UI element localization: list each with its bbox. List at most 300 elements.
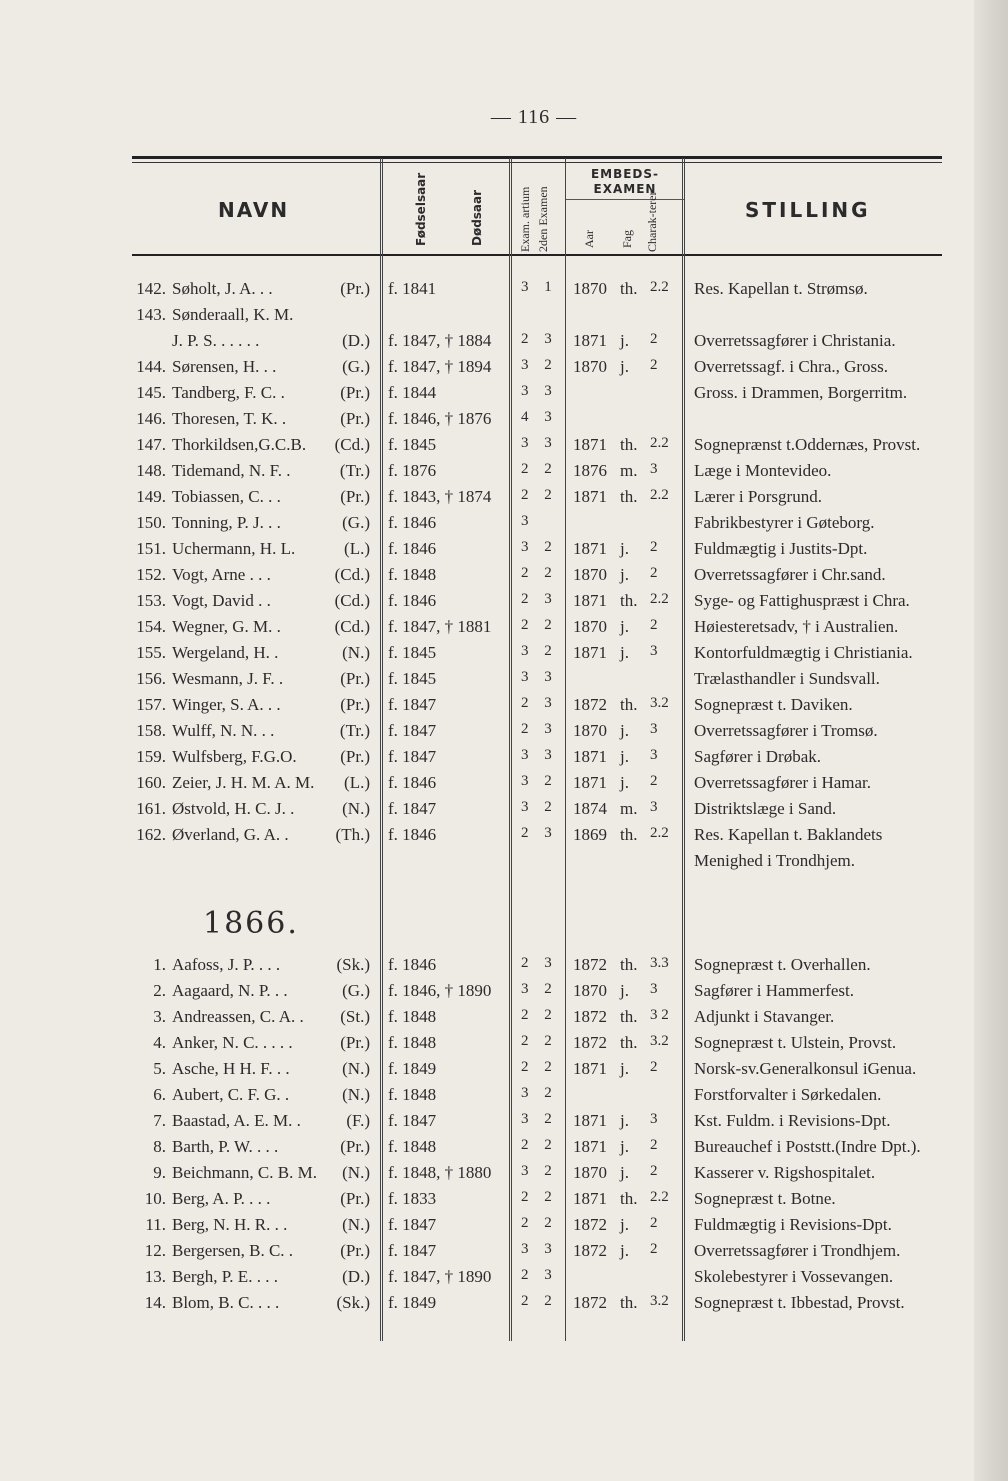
entry-faculty: (D.) <box>342 331 370 350</box>
entry-exam-character: 3 <box>650 643 658 659</box>
entry-number: 155. <box>136 643 166 662</box>
entry-number: 156. <box>136 669 166 688</box>
entry-position: Sognepræst t. Ulstein, Provst. <box>694 1033 897 1052</box>
entry-exam-subject: j. <box>620 565 629 584</box>
table-row <box>0 669 1008 695</box>
entry-exam-grades: 3 2 <box>521 643 558 659</box>
entry-number: 143. <box>136 305 166 324</box>
entry-exam-grades: 3 2 <box>521 539 558 555</box>
entry-exam-grades: 3 3 <box>521 435 558 451</box>
entry-exam-year: 1876 <box>573 461 607 480</box>
entry-name: Sønderaall, K. M. <box>172 305 294 324</box>
entry-birth-death: f. 1847 <box>388 1241 437 1260</box>
entry-faculty: (Pr.) <box>340 487 370 506</box>
entry-exam-character: 2 <box>650 1137 658 1153</box>
table-row <box>0 695 1008 721</box>
table-row <box>0 539 1008 565</box>
entry-number: 160. <box>136 773 166 792</box>
entry-exam-subject: m. <box>620 461 638 480</box>
entry-exam-character: 3 <box>650 799 658 815</box>
entry-exam-subject: j. <box>620 1111 629 1130</box>
entry-faculty: (G.) <box>342 357 370 376</box>
entry-faculty: (Pr.) <box>340 409 370 428</box>
entry-exam-year: 1871 <box>573 487 607 506</box>
entry-birth-death: f. 1847, † 1894 <box>388 357 492 376</box>
entry-exam-year: 1871 <box>573 1137 607 1156</box>
entry-exam-grades: 2 2 <box>521 565 558 581</box>
entry-position: Skolebestyrer i Vossevangen. <box>694 1267 894 1286</box>
entry-exam-character: 2 <box>650 357 658 373</box>
entry-exam-subject: th. <box>620 955 638 974</box>
header-embedsexamen: EMBEDS-EXAMEN <box>590 167 660 196</box>
header-fag: Fag <box>620 230 634 248</box>
table-row <box>0 1007 1008 1033</box>
entry-exam-grades: 3 1 <box>521 279 558 295</box>
entry-faculty: (G.) <box>342 981 370 1000</box>
entry-exam-character: 2.2 <box>650 279 669 295</box>
entry-birth-death: f. 1847 <box>388 695 437 714</box>
entry-exam-character: 3 <box>650 981 658 997</box>
entry-birth-death: f. 1847, † 1881 <box>388 617 492 636</box>
entry-faculty: (Pr.) <box>340 279 370 298</box>
table-row <box>0 357 1008 383</box>
table-row <box>0 747 1008 773</box>
entry-birth-death: f. 1846 <box>388 955 437 974</box>
entry-position: Fabrikbestyrer i Gøteborg. <box>694 513 875 532</box>
entry-birth-death: f. 1846 <box>388 825 437 844</box>
entry-number: 148. <box>136 461 166 480</box>
entry-name: Bergh, P. E. . . . <box>172 1267 278 1286</box>
header-fodselsaar: Fødselsaar <box>414 172 428 246</box>
entry-position: Norsk-sv.Generalkonsul iGenua. <box>694 1059 917 1078</box>
entry-number: 144. <box>136 357 166 376</box>
entry-exam-character: 3 <box>650 461 658 477</box>
entry-exam-year: 1871 <box>573 1059 607 1078</box>
table-row <box>0 383 1008 409</box>
entry-faculty: (Sk.) <box>336 955 370 974</box>
entry-exam-year: 1870 <box>573 1163 607 1182</box>
entry-faculty: (Tr.) <box>339 461 370 480</box>
entry-name: Bergersen, B. C. . <box>172 1241 294 1260</box>
entry-name: Tidemand, N. F. . <box>172 461 291 480</box>
entry-position: Overretssagfører i Christania. <box>694 331 896 350</box>
entry-exam-year: 1872 <box>573 1293 607 1312</box>
entry-exam-year: 1870 <box>573 279 607 298</box>
entry-position: Gross. i Drammen, Borgerritm. <box>694 383 908 402</box>
entry-exam-character: 3.3 <box>650 955 669 971</box>
entry-number: 8. <box>153 1137 166 1156</box>
entry-exam-subject: j. <box>620 357 629 376</box>
table-row <box>0 1033 1008 1059</box>
page-number: — 116 — <box>490 106 578 128</box>
table-top-rule <box>132 156 942 159</box>
table-row <box>0 461 1008 487</box>
entry-exam-subject: th. <box>620 1007 638 1026</box>
entry-exam-character: 2 <box>650 1215 658 1231</box>
entry-exam-subject: j. <box>620 643 629 662</box>
entry-exam-subject: th. <box>620 435 638 454</box>
entry-exam-subject: th. <box>620 695 638 714</box>
entry-exam-year: 1870 <box>573 981 607 1000</box>
entry-exam-year: 1874 <box>573 799 607 818</box>
entry-birth-death: f. 1849 <box>388 1059 437 1078</box>
entry-exam-year: 1870 <box>573 721 607 740</box>
entry-birth-death: f. 1846, † 1890 <box>388 981 492 1000</box>
entry-number: 14. <box>144 1293 166 1312</box>
entry-name: Tandberg, F. C. . <box>172 383 285 402</box>
table-row <box>0 825 1008 851</box>
entry-number: 158. <box>136 721 166 740</box>
table-row <box>0 331 1008 357</box>
entry-exam-year: 1872 <box>573 1215 607 1234</box>
entry-exam-character: 2.2 <box>650 435 669 451</box>
entry-faculty: (G.) <box>342 513 370 532</box>
entry-name: Winger, S. A. . . <box>172 695 281 714</box>
entry-birth-death: f. 1848 <box>388 1137 437 1156</box>
entry-exam-subject: th. <box>620 487 638 506</box>
table-row <box>0 617 1008 643</box>
table-row <box>0 1293 1008 1319</box>
entry-position: Overretssagfører i Trondhjem. <box>694 1241 901 1260</box>
entry-faculty: (Cd.) <box>334 435 370 454</box>
entry-exam-grades: 3 3 <box>521 669 558 685</box>
entry-exam-subject: j. <box>620 1059 629 1078</box>
entry-number: 142. <box>136 279 166 298</box>
entry-exam-subject: m. <box>620 799 638 818</box>
entry-exam-year: 1871 <box>573 539 607 558</box>
entry-exam-character: 2 <box>650 773 658 789</box>
entry-name: Uchermann, H. L. <box>172 539 296 558</box>
entry-name: Asche, H H. F. . . <box>172 1059 290 1078</box>
entry-name: Anker, N. C. . . . . <box>172 1033 293 1052</box>
entry-exam-character: 2 <box>650 331 658 347</box>
entry-number: 162. <box>136 825 166 844</box>
entry-name: Aagaard, N. P. . . <box>172 981 288 1000</box>
entry-name: Sørensen, H. . . <box>172 357 277 376</box>
entry-exam-year: 1871 <box>573 591 607 610</box>
header-navn: NAVN <box>218 198 290 222</box>
entry-exam-subject: j. <box>620 1241 629 1260</box>
header-charakterer: Charak-terer <box>645 191 659 252</box>
entry-exam-subject: j. <box>620 747 629 766</box>
header-exam-artium: Exam. artium <box>518 186 532 252</box>
entry-name: Barth, P. W. . . . <box>172 1137 279 1156</box>
entry-number: 2. <box>153 981 166 1000</box>
entry-exam-grades: 3 <box>521 513 535 529</box>
entry-number: 149. <box>136 487 166 506</box>
entry-exam-character: 3.2 <box>650 1293 669 1309</box>
table-row <box>0 851 1008 877</box>
entry-exam-grades: 3 2 <box>521 1111 558 1127</box>
entry-exam-grades: 3 3 <box>521 1241 558 1257</box>
entry-exam-year: 1871 <box>573 643 607 662</box>
entry-birth-death: f. 1833 <box>388 1189 437 1208</box>
table-row <box>0 305 1008 331</box>
entry-number: 1. <box>153 955 166 974</box>
entry-exam-year: 1871 <box>573 435 607 454</box>
entry-birth-death: f. 1847 <box>388 1111 437 1130</box>
entry-position: Sogneprænst t.Oddernæs, Provst. <box>694 435 921 454</box>
entry-birth-death: f. 1876 <box>388 461 437 480</box>
entry-exam-grades: 3 2 <box>521 1163 558 1179</box>
entry-exam-year: 1872 <box>573 955 607 974</box>
entry-position: Res. Kapellan t. Strømsø. <box>694 279 868 298</box>
entry-position: Syge- og Fattighuspræst i Chra. <box>694 591 910 610</box>
entry-name: Wulff, N. N. . . <box>172 721 275 740</box>
entry-faculty: (Sk.) <box>336 1293 370 1312</box>
entry-birth-death: f. 1847, † 1884 <box>388 331 492 350</box>
table-row <box>0 1241 1008 1267</box>
header-bottom-rule <box>132 254 942 256</box>
entry-birth-death: f. 1847 <box>388 1215 437 1234</box>
entry-exam-year: 1870 <box>573 617 607 636</box>
entry-exam-year: 1869 <box>573 825 607 844</box>
entry-name: Wegner, G. M. . <box>172 617 281 636</box>
entry-exam-grades: 3 3 <box>521 383 558 399</box>
entry-position: Lærer i Porsgrund. <box>694 487 822 506</box>
entry-faculty: (Tr.) <box>339 721 370 740</box>
entry-faculty: (N.) <box>342 799 370 818</box>
entry-name: Zeier, J. H. M. A. M. <box>172 773 315 792</box>
entry-name: Wulfsberg, F.G.O. <box>172 747 297 766</box>
entry-number: 153. <box>136 591 166 610</box>
table-row <box>0 773 1008 799</box>
entry-exam-grades: 2 2 <box>521 1137 558 1153</box>
entry-faculty: (L.) <box>344 773 370 792</box>
entry-exam-grades: 3 2 <box>521 981 558 997</box>
entry-exam-year: 1871 <box>573 1189 607 1208</box>
entry-name: Andreassen, C. A. . <box>172 1007 304 1026</box>
entry-exam-subject: th. <box>620 1033 638 1052</box>
entry-position: Sognepræst t. Botne. <box>694 1189 836 1208</box>
entry-position: Sognepræst t. Ibbestad, Provst. <box>694 1293 905 1312</box>
entry-name: Øverland, G. A. . <box>172 825 289 844</box>
entry-exam-subject: j. <box>620 1137 629 1156</box>
entry-number: 6. <box>153 1085 166 1104</box>
entry-exam-grades: 2 2 <box>521 461 558 477</box>
entry-number: 154. <box>136 617 166 636</box>
entry-birth-death: f. 1848 <box>388 1007 437 1026</box>
entry-exam-year: 1871 <box>573 1111 607 1130</box>
entry-birth-death: f. 1848 <box>388 1085 437 1104</box>
entry-exam-subject: th. <box>620 1189 638 1208</box>
entry-exam-subject: th. <box>620 825 638 844</box>
table-row <box>0 981 1008 1007</box>
entry-name: Wergeland, H. . <box>172 643 279 662</box>
entry-name: Aafoss, J. P. . . . <box>172 955 281 974</box>
table-row <box>0 721 1008 747</box>
entry-exam-character: 3.2 <box>650 695 669 711</box>
entry-exam-year: 1872 <box>573 1033 607 1052</box>
entry-name: J. P. S. . . . . . <box>172 331 260 350</box>
entry-name: Vogt, Arne . . . <box>172 565 271 584</box>
entry-name: Søholt, J. A. . . <box>172 279 273 298</box>
entry-exam-year: 1870 <box>573 565 607 584</box>
entry-faculty: (N.) <box>342 1085 370 1104</box>
entry-exam-subject: j. <box>620 981 629 1000</box>
entry-number: 3. <box>153 1007 166 1026</box>
entry-faculty: (Pr.) <box>340 695 370 714</box>
entry-exam-character: 3 <box>650 721 658 737</box>
entry-number: 157. <box>136 695 166 714</box>
entry-birth-death: f. 1845 <box>388 669 437 688</box>
entry-position: Høiesteretsadv, † i Australien. <box>694 617 899 636</box>
entry-exam-character: 2 <box>650 1059 658 1075</box>
entry-exam-grades: 2 2 <box>521 617 558 633</box>
entry-exam-subject: th. <box>620 591 638 610</box>
entry-exam-grades: 2 3 <box>521 955 558 971</box>
header-dodsaar: Dødsaar <box>470 189 484 246</box>
entry-faculty: (Th.) <box>335 825 370 844</box>
entry-exam-grades: 2 3 <box>521 331 558 347</box>
entry-exam-year: 1871 <box>573 747 607 766</box>
entry-exam-year: 1872 <box>573 1241 607 1260</box>
entry-exam-subject: th. <box>620 1293 638 1312</box>
entry-number: 11. <box>145 1215 166 1234</box>
entry-number: 152. <box>136 565 166 584</box>
entry-faculty: (Pr.) <box>340 1189 370 1208</box>
entry-exam-subject: j. <box>620 331 629 350</box>
entry-exam-character: 2 <box>650 617 658 633</box>
table-row <box>0 487 1008 513</box>
entry-exam-subject: th. <box>620 279 638 298</box>
entry-exam-subject: j. <box>620 773 629 792</box>
entry-birth-death: f. 1848, † 1880 <box>388 1163 492 1182</box>
entry-faculty: (Pr.) <box>340 383 370 402</box>
table-row <box>0 279 1008 305</box>
entry-position: Sagfører i Hammerfest. <box>694 981 855 1000</box>
entry-name: Berg, A. P. . . . <box>172 1189 271 1208</box>
table-row <box>0 513 1008 539</box>
entry-exam-grades: 2 3 <box>521 825 558 841</box>
entry-faculty: (Pr.) <box>340 747 370 766</box>
entry-exam-character: 2 <box>650 539 658 555</box>
entry-number: 10. <box>144 1189 166 1208</box>
entry-number: 147. <box>136 435 166 454</box>
entry-exam-character: 3 2 <box>650 1007 669 1023</box>
entry-faculty: (Cd.) <box>334 591 370 610</box>
entry-number: 150. <box>136 513 166 532</box>
entry-faculty: (Pr.) <box>340 669 370 688</box>
entry-name: Wesmann, J. F. . <box>172 669 284 688</box>
entry-position: Kasserer v. Rigshospitalet. <box>694 1163 876 1182</box>
entry-number: 12. <box>144 1241 166 1260</box>
entry-exam-character: 3 <box>650 747 658 763</box>
entry-name: Baastad, A. E. M. . <box>172 1111 301 1130</box>
entry-position: Sagfører i Drøbak. <box>694 747 821 766</box>
table-row <box>0 955 1008 981</box>
entry-name: Berg, N. H. R. . . <box>172 1215 288 1234</box>
entry-birth-death: f. 1841 <box>388 279 437 298</box>
entry-exam-grades: 2 2 <box>521 487 558 503</box>
entry-position: Læge i Montevideo. <box>694 461 832 480</box>
entry-position: Fuldmægtig i Revisions-Dpt. <box>694 1215 892 1234</box>
entry-number: 13. <box>144 1267 166 1286</box>
entry-name: Thorkildsen,G.C.B. <box>172 435 307 454</box>
table-row <box>0 435 1008 461</box>
entry-exam-year: 1870 <box>573 357 607 376</box>
entry-name: Vogt, David . . <box>172 591 271 610</box>
entry-exam-grades: 3 2 <box>521 773 558 789</box>
table-row <box>0 1085 1008 1111</box>
entry-birth-death: f. 1843, † 1874 <box>388 487 492 506</box>
entry-number: 5. <box>153 1059 166 1078</box>
entry-exam-character: 2 <box>650 1163 658 1179</box>
table-row <box>0 799 1008 825</box>
header-aar: Aar <box>582 230 596 248</box>
entry-exam-character: 2 <box>650 1241 658 1257</box>
table-row <box>0 1111 1008 1137</box>
entry-faculty: (N.) <box>342 1215 370 1234</box>
embeds-rule <box>566 199 684 200</box>
entry-birth-death: f. 1846 <box>388 591 437 610</box>
table-row <box>0 643 1008 669</box>
entry-number: 151. <box>136 539 166 558</box>
entry-birth-death: f. 1846 <box>388 773 437 792</box>
entry-position: Overretssagfører i Chr.sand. <box>694 565 886 584</box>
entry-faculty: (F.) <box>346 1111 370 1130</box>
entry-exam-grades: 2 2 <box>521 1215 558 1231</box>
entry-name: Blom, B. C. . . . <box>172 1293 280 1312</box>
entry-birth-death: f. 1849 <box>388 1293 437 1312</box>
table-row <box>0 1189 1008 1215</box>
entry-faculty: (N.) <box>342 1059 370 1078</box>
entry-number: 7. <box>153 1111 166 1130</box>
entry-name: Tonning, P. J. . . <box>172 513 281 532</box>
entry-faculty: (Pr.) <box>340 1241 370 1260</box>
entry-exam-year: 1871 <box>573 773 607 792</box>
entry-position: Overretssagf. i Chra., Gross. <box>694 357 889 376</box>
entry-exam-grades: 2 2 <box>521 1059 558 1075</box>
entry-position: Distriktslæge i Sand. <box>694 799 837 818</box>
entry-exam-grades: 4 3 <box>521 409 558 425</box>
header-anden-examen: 2den Examen <box>536 186 550 252</box>
entry-birth-death: f. 1848 <box>388 565 437 584</box>
entry-exam-character: 3 <box>650 1111 658 1127</box>
entry-name: Østvold, H. C. J. . <box>172 799 295 818</box>
entry-faculty: (Pr.) <box>340 1137 370 1156</box>
entry-exam-grades: 2 3 <box>521 695 558 711</box>
entry-position: Sognepræst t. Overhallen. <box>694 955 871 974</box>
entry-exam-subject: j. <box>620 617 629 636</box>
table-row <box>0 1059 1008 1085</box>
table-row <box>0 1215 1008 1241</box>
entry-position: Overretssagfører i Hamar. <box>694 773 872 792</box>
table-row <box>0 565 1008 591</box>
entry-exam-grades: 2 2 <box>521 1293 558 1309</box>
entry-exam-character: 2.2 <box>650 825 669 841</box>
entry-position: Bureauchef i Poststt.(Indre Dpt.). <box>694 1137 921 1156</box>
entry-birth-death: f. 1847 <box>388 799 437 818</box>
entry-position: Menighed i Trondhjem. <box>694 851 856 870</box>
entry-exam-character: 2.2 <box>650 487 669 503</box>
entry-name: Tobiassen, C. . . <box>172 487 281 506</box>
entry-birth-death: f. 1847 <box>388 721 437 740</box>
entry-exam-grades: 3 3 <box>521 747 558 763</box>
entry-faculty: (Cd.) <box>334 565 370 584</box>
entry-position: Forstforvalter i Sørkedalen. <box>694 1085 882 1104</box>
table-top-rule-thin <box>132 162 942 163</box>
table-row <box>0 409 1008 435</box>
entry-exam-character: 2 <box>650 565 658 581</box>
entry-position: Sognepræst t. Daviken. <box>694 695 853 714</box>
entry-exam-grades: 3 2 <box>521 1085 558 1101</box>
entry-position: Kontorfuldmægtig i Christiania. <box>694 643 913 662</box>
entry-exam-subject: j. <box>620 539 629 558</box>
entry-exam-grades: 2 2 <box>521 1033 558 1049</box>
entry-exam-subject: j. <box>620 721 629 740</box>
entry-position: Kst. Fuldm. i Revisions-Dpt. <box>694 1111 891 1130</box>
